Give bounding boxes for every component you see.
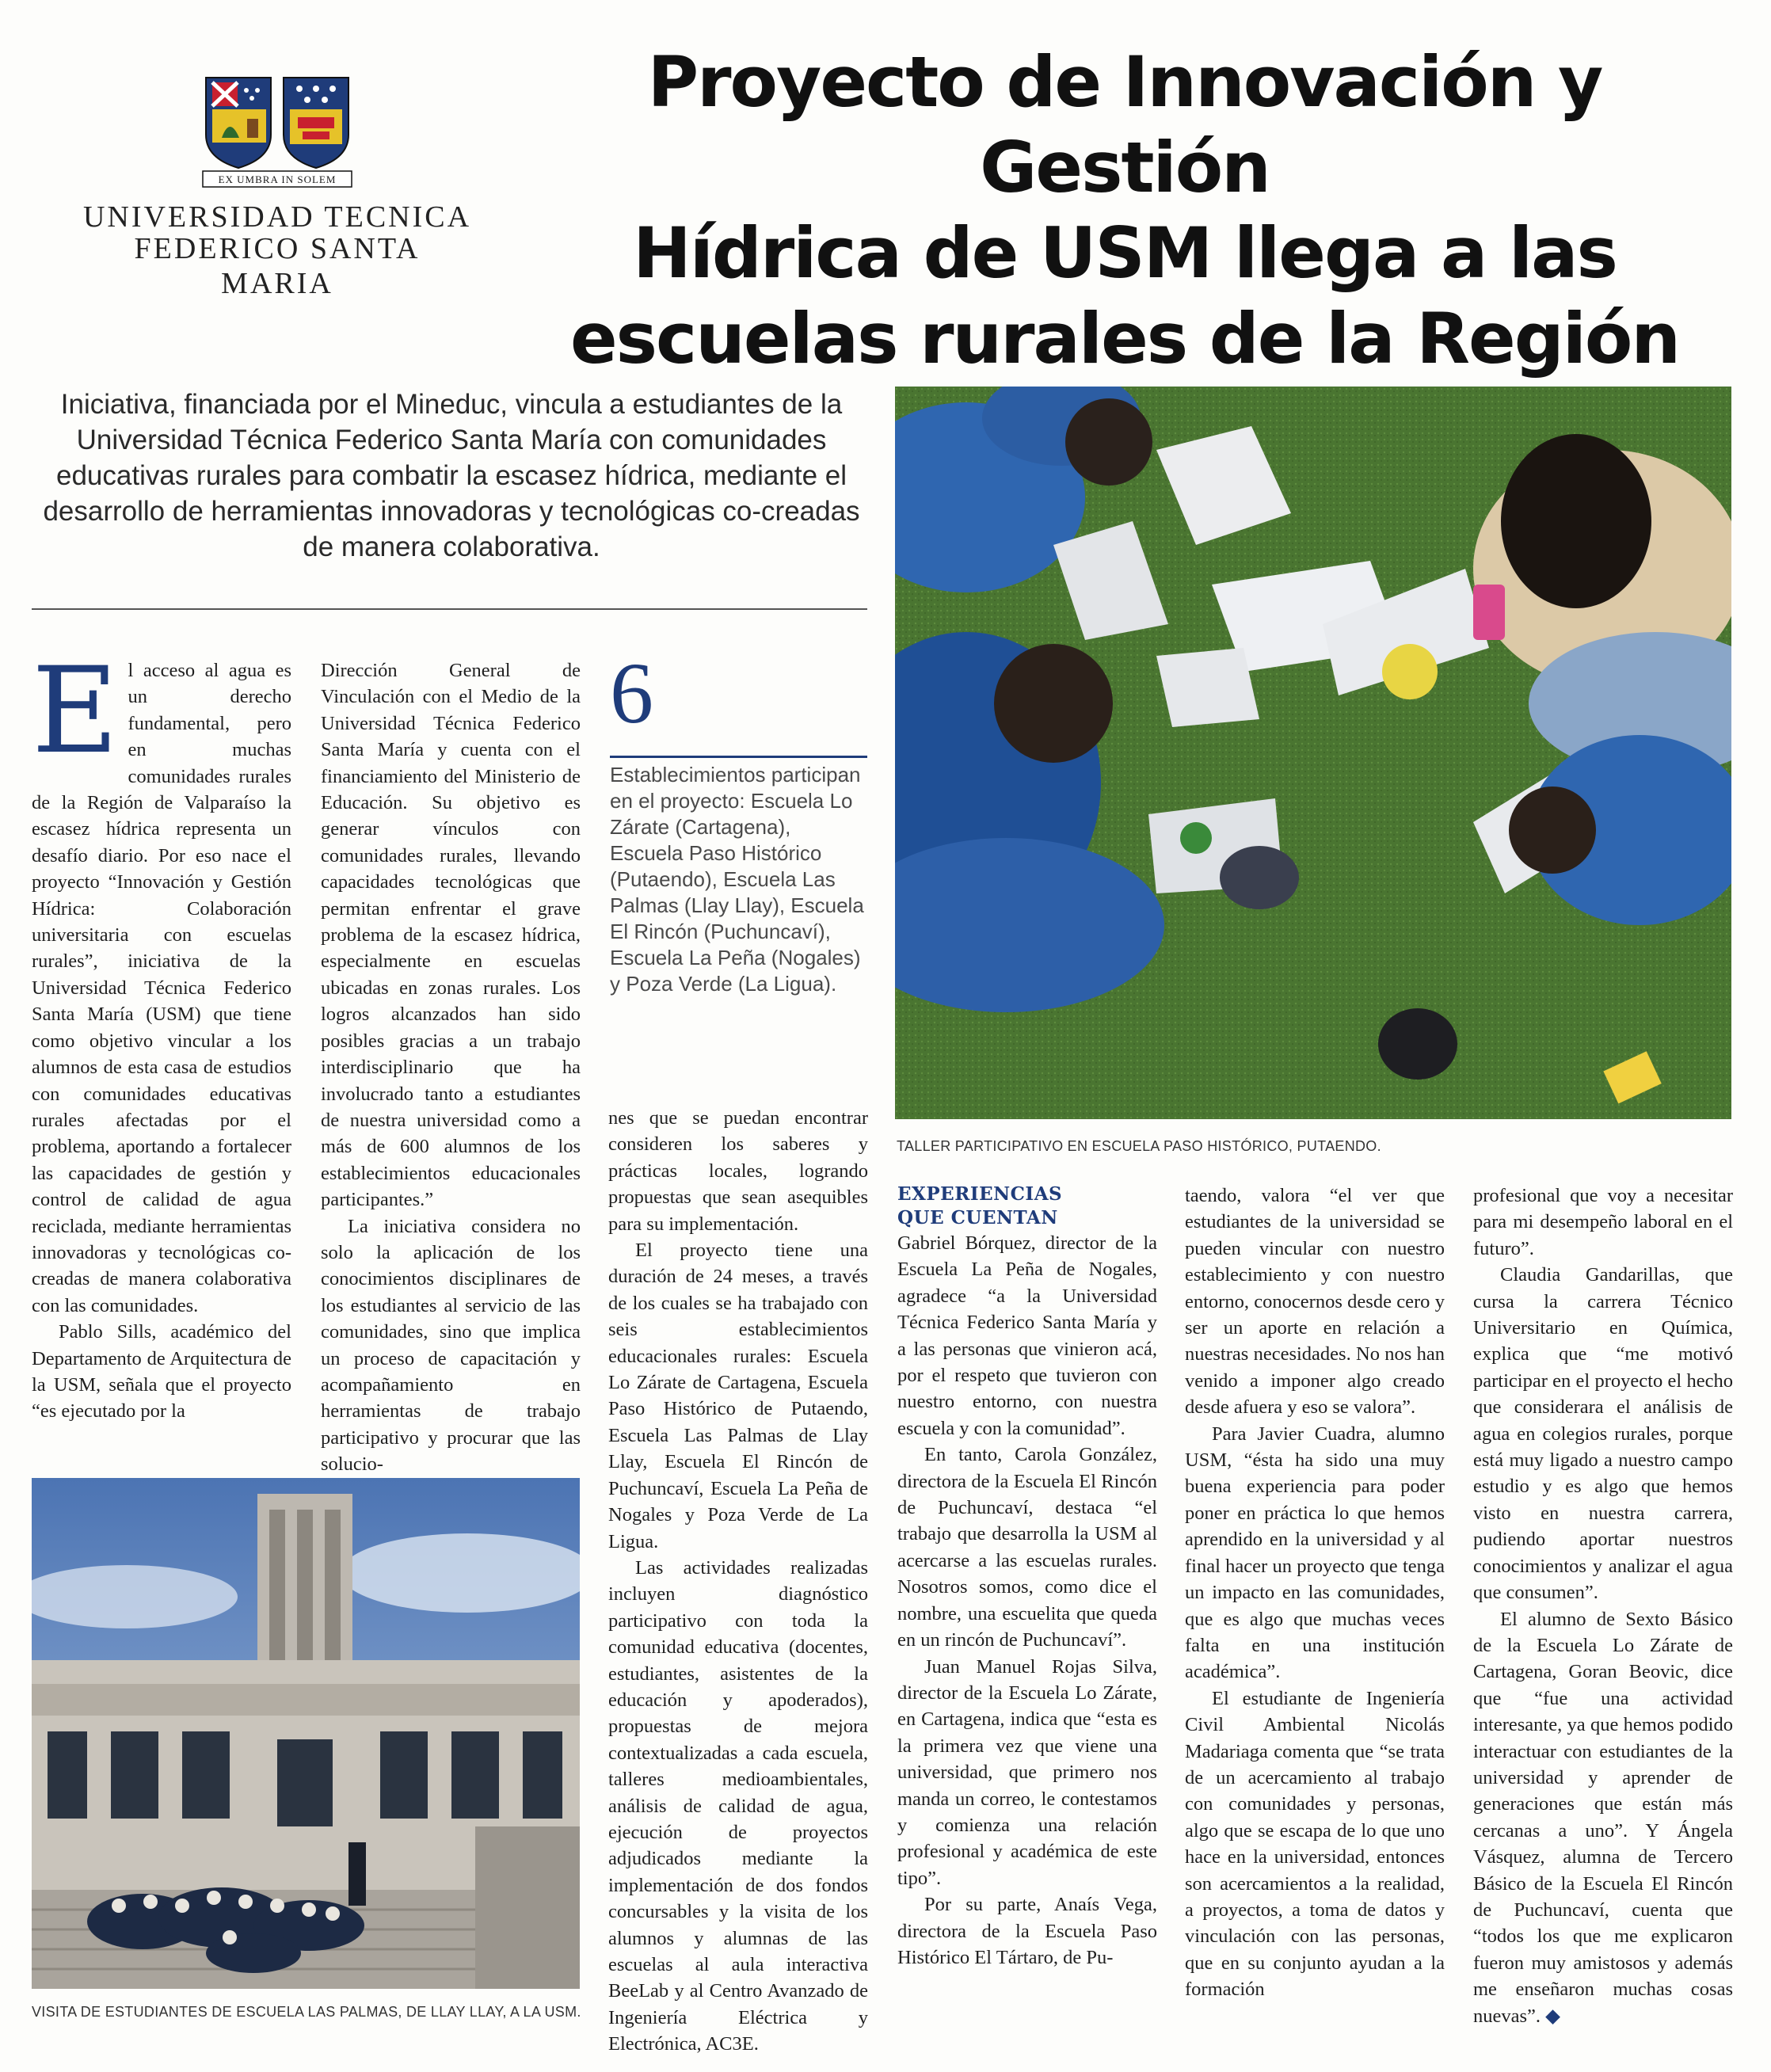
body-paragraph: Para Javier Cuadra, alumno USM, “ésta ha sido una muy buena experiencia para poder poner en práctica lo que hemos aprendido en la universidad y al final hacer un proyecto que tenga un impacto en las comunidades, que es algo que muchas veces falta en una institución académica”. xyxy=(1185,1423,1445,1683)
headline-line: Hídrica de USM llega a las xyxy=(633,212,1617,294)
stat-divider xyxy=(610,756,867,758)
body-paragraph: Dirección General de Vinculación con el Medio de la Universidad Técnica Federico Santa María y cuenta con el financiamiento del Ministerio de Educación. Su objetivo es generar vínculos con comunidades rurales, llevando capacidades tecnológicas que permitan enfrentar el grave problema de la escasez hídrica, especialmente en escuelas ubicadas en zonas rurales. Los logros alcanzados han sido posibles gracias a un trabajo interdisciplinario que ha involucrado tanto a estudiantes de nuestra universidad como a más de 600 alumnos de los establecimientos educacionales participantes.” xyxy=(321,660,581,1211)
divider xyxy=(32,608,867,610)
article-column-6 xyxy=(1473,1183,1733,2029)
body-paragraph: nes que se puedan encontrar consideren los saberes y prácticas locales, logrando propuestas que sean asequibles para su implementación. xyxy=(608,1107,868,1235)
body-paragraph xyxy=(1473,1606,1733,2030)
section-subhead: EXPERIENCIAS xyxy=(897,1183,1063,1205)
lead-paragraph: Iniciativa, financiada por el Mineduc, vincula a estudiantes de la Universidad Técnica Federico Santa María con comunidades educativas rurales para combatir la escasez hídrica, mediante el desarrollo de herramientas innovadoras y tecnológicas co-creadas de manera colaborativa. xyxy=(43,389,860,562)
body-paragraph: El estudiante de Ingeniería Civil Ambiental Nicolás Madariaga comenta que “se trata de un acercamiento al trabajo con comunidades y personas, algo que se escapa de lo que uno hace en la universidad, entonces son acercamientos a la realidad, a proyectos, a toma de datos y vinculación con las personas, que en su conjunto ayudan a la formación xyxy=(1185,1687,1445,2001)
body-paragraph: Juan Manuel Rojas Silva, director de la Escuela Lo Zárate, en Cartagena, indica que “esta es la primera vez que viene una universidad, que primero nos manda un correo, le contestamos y comienza una relación profesional y académica de este tipo”. xyxy=(897,1655,1157,1889)
body-paragraph: l acceso al agua es un derecho fundamental, pero en muchas comunidades rurales de la Región de Valparaíso la escasez hídrica representa un desafío diario. Por eso nace el proyecto “Innovación y Gestión Hídrica: Colaboración universitaria con escuelas rurales”, iniciativa de la Universidad Técnica Federico Santa María (USM) que tiene como objetivo vincular a los alumnos de esta casa de estudios con comunidades educativas rurales afectadas por el problema, aportando a fortalecer las capacidades de gestión y control de calidad de agua reciclada, mediante herramientas innovadoras y tecnológicas co-creadas de manera colaborativa con las comunidades. xyxy=(32,660,291,1316)
body-paragraph: Pablo Sills, académico del Departamento de Arquitectura de la USM, señala que el proyecto “es ejecutado por la xyxy=(32,1321,291,1423)
body-paragraph-text: El alumno de Sexto Básico de la Escuela Lo Zárate de Cartagena, Goran Beovic, dice que “fue una actividad interesante, ya que hemos podido interactuar con estudiantes de la universidad y aprender de generaciones que están más cercanas a uno”. Y Ángela Vásquez, alumna de Tercero Básico de la Escuela El Rincón de Puchuncaví, cuenta que “todos los que me explicaron fueron muy amistosos y además me enseñaron muchas cosas nuevas”. xyxy=(1473,1608,1733,2027)
usm-building-photo xyxy=(32,1478,580,1989)
workshop-photo-image xyxy=(895,387,1731,1119)
headline xyxy=(507,40,1742,382)
usm-building-image xyxy=(32,1478,580,1989)
drop-cap: E xyxy=(32,642,119,780)
section-subhead: QUE CUENTAN xyxy=(897,1207,1058,1228)
stat-number: 6 xyxy=(610,645,653,741)
stat-description: Establecimientos participan en el proyecto: Escuela Lo Zárate (Cartagena), Escuela Paso Histórico (Putaendo), Escuela Las Palmas (Llay Llay), Escuela El Rincón (Puchuncaví), Escuela La Peña (Nogales) y Poza Verde (La Ligua). xyxy=(610,763,864,996)
article-column-1 xyxy=(32,642,291,1425)
end-of-article-icon: ◆ xyxy=(1545,2005,1561,2027)
photo-caption: VISITA DE ESTUDIANTES DE ESCUELA LAS PALMAS, DE LLAY LLAY, A LA USM. xyxy=(32,2004,581,2020)
university-logo xyxy=(79,71,475,300)
body-paragraph: En tanto, Carola González, directora de la Escuela El Rincón de Puchuncaví, destaca “el trabajo que desarrolla la USM al acercarse a las escuelas rurales. Nosotros somos, como dice el nombre, una escuelita que queda en un rincón de Puchuncaví”. xyxy=(897,1444,1157,1651)
body-paragraph: El proyecto tiene una duración de 24 meses, a través de los cuales se ha trabajado con seis establecimientos educacionales rurales: Escuela Lo Zárate de Cartagena, Escuela Paso Histórico de Putaendo, Escuela Las Palmas de Llay Llay, Escuela El Rincón de Puchuncaví, Escuela La Peña de Nogales y Poza Verde de La Ligua. xyxy=(608,1240,868,1552)
article-column-5 xyxy=(1185,1183,1445,2003)
university-name-line2: FEDERICO SANTA MARIA xyxy=(134,232,421,300)
article-column-2 xyxy=(321,657,581,1478)
headline-line: Proyecto de Innovación y Gestión xyxy=(647,41,1602,208)
body-paragraph: profesional que voy a necesitar para mi desempeño laboral en el futuro”. xyxy=(1473,1185,1733,1259)
motto-ribbon: EX UMBRA IN SOLEM xyxy=(218,173,337,185)
body-paragraph: Por su parte, Anaís Vega, directora de la Escuela Paso Histórico El Tártaro, de Pu- xyxy=(897,1894,1157,1968)
body-paragraph: taendo, valora “el ver que estudiantes de la universidad se pueden vincular con nuestro establecimiento y con nuestro entorno, conocernos desde cero y ser un aporte en relación a nuestras necesidades. No nos han venido a imponer algo creado desde afuera y eso se valora”. xyxy=(1185,1185,1445,1419)
body-paragraph: Claudia Gandarillas, que cursa la carrera Técnico Universitario en Química, explica que “me motivó participar en el proyecto el hecho que considerara el análisis de agua en colegios rurales, porque está muy ligado a nuestro campo estudio y es algo que hemos visto en nuestra carrera, pudiendo aportar nuestros conocimientos y analizar el agua que consumen”. xyxy=(1473,1264,1733,1604)
body-paragraph: Gabriel Bórquez, director de la Escuela La Peña de Nogales, agradece “a la Universidad Técnica Federico Santa María y a las personas que vinieron acá, por el respeto que tuvieron con nuestro entorno, con nuestra escuela y con la comunidad”. xyxy=(897,1232,1157,1439)
university-name-line1: UNIVERSIDAD TECNICA xyxy=(82,200,472,234)
body-paragraph: La iniciativa considera no solo la aplicación de los conocimientos disciplinares de los estudiantes al servicio de las comunidades, sino que implica un proceso de capacitación y acompañamiento en herramientas de trabajo participativo y procurar que las solucio- xyxy=(321,1215,581,1476)
article-column-3 xyxy=(608,1105,868,2058)
headline-line: escuelas rurales de la Región xyxy=(569,298,1679,379)
article-column-4 xyxy=(897,1183,1157,1971)
body-paragraph: Las actividades realizadas incluyen diagnóstico participativo con toda la comunidad educativa (docentes, estudiantes, asistentes de la educación y apoderados), propuestas de mejora contextualizadas a cada escuela, talleres medioambientales, análisis de calidad de agua, ejecución de proyectos adjudicados mediante la implementación de dos fondos concursables y la visita de los alumnos y alumnas de las escuelas al aula interactiva BeeLab y al Centro Avanzado de Ingeniería Eléctrica y Electrónica, AC3E. xyxy=(608,1556,868,2055)
photo-caption: TALLER PARTICIPATIVO EN ESCUELA PASO HISTÓRICO, PUTAENDO. xyxy=(897,1138,1381,1154)
workshop-photo xyxy=(895,387,1731,1119)
